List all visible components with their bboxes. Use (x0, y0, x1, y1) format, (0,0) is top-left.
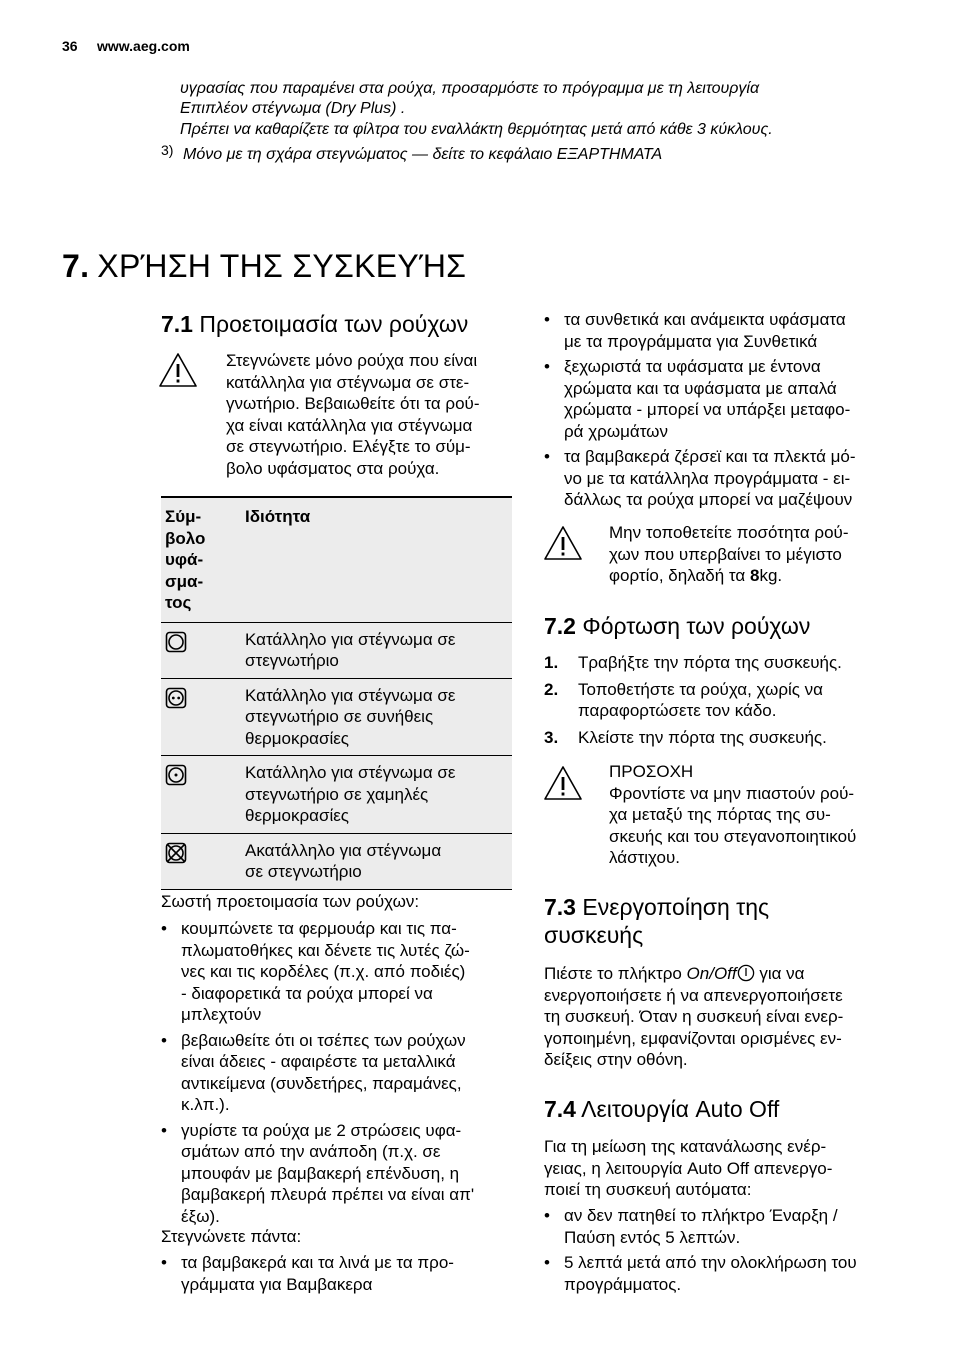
header-url[interactable]: www.aeg.com (97, 38, 190, 54)
chapter-title-text: ΧΡΉΣΗ ΤΗΣ ΣΥΣΚΕΥΉΣ (97, 248, 467, 284)
power-button-icon (737, 964, 755, 982)
section-title: Ενεργοποίηση της (582, 894, 770, 920)
section-title: Προετοιμασία των ρούχων (199, 311, 469, 337)
tumble-dry-normal-temp-icon (165, 687, 187, 709)
table-cell-property: Κατάλληλο για στέγνωμα σε στεγνωτήριο σε συνήθεις θερμοκρασίες (241, 678, 512, 756)
fabric-symbol-table (161, 496, 512, 890)
list-item: • γυρίστε τα ρούχα με 2 στρώσεις υφα- σμάτων από την ανάποδη (π.χ. σε μπουφάν με βαμβακερή επένδυση, η βαμβακερή πλευρά πρέπει να είναι απ' έξω). (161, 1120, 521, 1228)
caution-block: ΠΡΟΣΟΧΗ Φροντίστε να μην πιαστούν ρού- χα μεταξύ της πόρτας της συ- σκευής και του στεγανοποιητικού λάστιχου. (609, 762, 857, 867)
caution-title: ΠΡΟΣΟΧΗ (609, 762, 694, 781)
warning-text: Στεγνώνετε μόνο ρούχα που είναι κατάλληλα για στέγνωμα σε στε- γνωτήριο. Βεβαιωθείτε ότι τα ρού- χα είναι κατάλληλα για στέγνωμα σε στεγνωτήριο. Ελέγξτε το σύμ- βολο υφάσματος στα ρούχα. (226, 351, 480, 478)
section-7-4-heading (544, 1095, 779, 1123)
footnote-line: Επιπλέον στέγνωμα (Dry Plus) . (180, 100, 406, 117)
prep-list (161, 918, 521, 1231)
list-item: • κουμπώνετε τα φερμουάρ και τις πα- πλωματοθήκες και δένετε τις λυτές ζώ- νες και τις κορδέλες (π.χ. από ποδιές) - διαφορετικά τα ρούχα μπορεί να μπλεχτούν (161, 918, 521, 1026)
list-item: 3. Κλείστε την πόρτα της συσκευής. (544, 727, 827, 747)
section-title: Λειτουργία Auto Off (581, 1096, 780, 1122)
overload-warning-text: Μην τοποθετείτε ποσότητα ρού- χων που υπερβαίνει το μέγιστο φορτίο, δηλαδή τα 8kg. (609, 523, 849, 585)
chapter-title (62, 248, 466, 285)
list-item: 2. Τοποθετήστε τα ρούχα, χωρίς να παραφορτώσετε τον κάδο. (544, 679, 824, 720)
warning-triangle-icon (543, 525, 583, 561)
section-7-1-heading (161, 310, 468, 338)
on-off-button-label: On/Off (686, 964, 737, 983)
always-intro: Στεγνώνετε πάντα: (161, 1227, 302, 1246)
section-7-3-heading: 7.3 Ενεργοποίηση της συσκευής (544, 894, 770, 948)
list-item: • 5 λεπτά μετά από την ολοκλήρωση του προγράμματος. (544, 1252, 904, 1295)
section-number: 7.2 (544, 613, 576, 639)
list-item: • τα βαμβακερά και τα λινά με τα προ- γράμματα για Βαμβακερα (161, 1252, 521, 1295)
chapter-number: 7. (62, 248, 90, 284)
section-7-2-heading (544, 612, 810, 640)
table-cell-property: Κατάλληλο για στέγνωμα σε στεγνωτήριο σε χαμηλές θερμοκρασίες (241, 756, 512, 834)
table-row (161, 833, 512, 889)
tumble-dry-low-temp-icon (165, 764, 187, 786)
table-header-property: Ιδιότητα (241, 497, 512, 622)
table-row (161, 622, 512, 678)
list-item: 1. Τραβήξτε την πόρτα της συσκευής. (544, 653, 842, 672)
do-not-tumble-dry-icon (165, 842, 187, 864)
auto-off-intro: Για τη μείωση της κατανάλωσης ενέρ- γειας, η λειτουργία Auto Off απενεργο- ποιεί τη συσκευή αυτόματα: (544, 1137, 833, 1199)
footnote-line: Πρέπει να καθαρίζετε τα φίλτρα του εναλλάκτη θερμότητας μετά από κάθε 3 κύκλους. (180, 121, 773, 138)
tumble-dry-icon (165, 631, 187, 653)
table-cell-property: Ακατάλληλο για στέγνωμα σε στεγνωτήριο (241, 833, 512, 889)
list-item: • αν δεν πατηθεί το πλήκτρο Έναρξη / Παύση εντός 5 λεπτών. (544, 1205, 904, 1248)
list-item: • τα συνθετικά και ανάμεικτα υφάσματα με τα προγράμματα για Συνθετικά (544, 309, 904, 352)
warning-triangle-icon (158, 352, 198, 388)
footnote-line: υγρασίας που παραμένει στα ρούχα, προσαρμόστε το πρόγραμμα με τη λειτουργία (180, 80, 760, 97)
always-list-left (161, 1252, 521, 1299)
table-header-symbol: Σύμ- βολο υφά- σμα- τος (161, 497, 241, 622)
auto-off-list (544, 1205, 904, 1299)
footnote-text: Μόνο με τη σχάρα στεγνώματος — δείτε το κεφάλαιο ΕΞΑΡΤΗΜΑΤΑ (183, 146, 663, 163)
prep-intro: Σωστή προετοιμασία των ρούχων: (161, 892, 420, 911)
list-item: • ξεχωριστά τα υφάσματα με έντονα χρώματα και τα υφάσματα με απαλά χρώματα - μπορεί να υπάρξει μεταφο- ρά χρωμάτων (544, 356, 904, 442)
footnote-marker: 3) (161, 142, 174, 158)
table-cell-property: Κατάλληλο για στέγνωμα σε στεγνωτήριο (241, 622, 512, 678)
section-number: 7.1 (161, 311, 193, 337)
power-paragraph: Πιέστε το πλήκτρο On/Off για να ενεργοποιήσετε ή να απενεργοποιήσετε τη συσκευή. Όταν η συσκευή είναι ενερ- γοποιημένη, εμφανίζονται ορισμένες εν- δείξεις στην οθόνη. (544, 964, 844, 1069)
table-header-row (161, 497, 512, 622)
page-number: 36 (62, 38, 78, 54)
table-row (161, 756, 512, 834)
section-number: 7.3 (544, 894, 576, 920)
list-item: • τα βαμβακερά ζέρσεϊ και τα πλεκτά μό- νο με τα κατάλληλα προγράμματα - ει- δάλλως τα ρούχα μπορεί να μαζέψουν (544, 446, 904, 511)
max-load-value: 8 (749, 566, 760, 585)
warning-triangle-icon (543, 765, 583, 801)
section-title: Φόρτωση των ρούχων (582, 613, 811, 639)
list-item: • βεβαιωθείτε ότι οι τσέπες των ρούχων είναι άδειες - αφαιρέστε τα μεταλλικά αντικείμενα (συνδετήρες, παραμάνες, κ.λπ.). (161, 1030, 521, 1116)
section-number: 7.4 (544, 1096, 576, 1122)
loading-steps (544, 652, 904, 753)
table-row (161, 678, 512, 756)
always-list-right (544, 309, 904, 515)
